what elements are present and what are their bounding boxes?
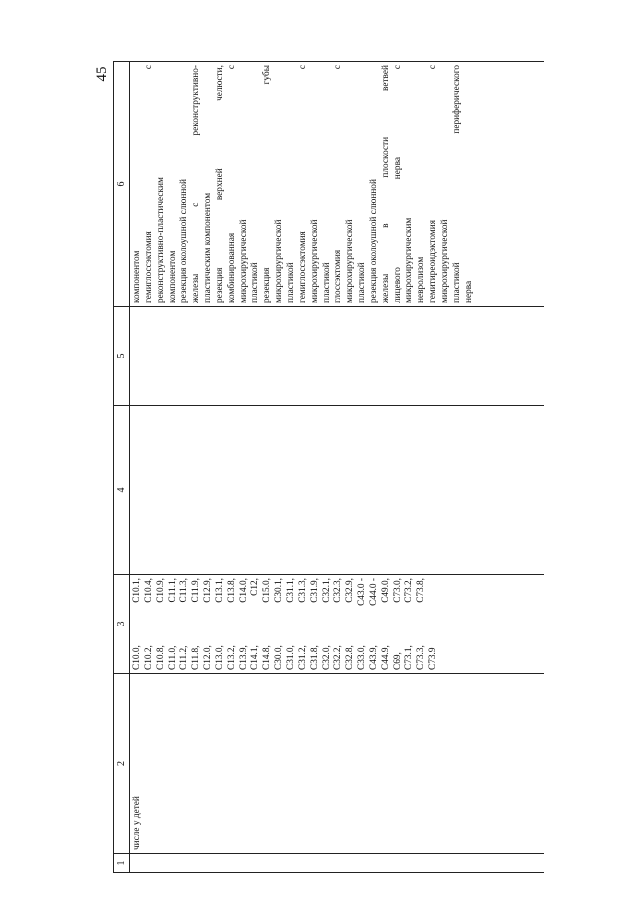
- procedure-line: [440, 65, 452, 303]
- code-line-word: C13.9,: [238, 645, 249, 670]
- code-line-word: C73.2,: [404, 578, 415, 603]
- code-line: [310, 578, 322, 670]
- code-line-word: C49.0,: [380, 578, 391, 603]
- procedure-line-word: нерва: [392, 157, 403, 180]
- code-line-word: C11.3,: [179, 578, 190, 603]
- procedure-line: [345, 65, 357, 303]
- table-row: [130, 62, 545, 873]
- procedure-line-word: глоссэктомия: [333, 249, 344, 303]
- code-line-word: C12.0,: [203, 645, 214, 670]
- procedure-line-word: пластическим компонентом: [203, 192, 214, 303]
- code-line: [298, 578, 310, 670]
- code-line-word: C69,: [392, 652, 403, 670]
- procedure-line: [404, 65, 416, 303]
- code-line-word: C11.8,: [191, 645, 202, 670]
- procedure-line-word: гемиглоссэктомия: [297, 231, 308, 303]
- code-line: [333, 578, 345, 670]
- procedure-line-word: с: [191, 202, 202, 207]
- procedure-line-word: пластикой: [451, 262, 462, 303]
- procedure-line: [132, 65, 144, 303]
- diagnosis-codes-cell: [130, 575, 545, 674]
- procedure-line-word: периферического: [451, 65, 462, 134]
- code-line-word: C43.0 -: [357, 578, 368, 606]
- procedure-line-word: гемитиреоидэктомия: [428, 219, 439, 303]
- cell-col-4: [130, 406, 545, 575]
- procedure-line-word: в: [380, 223, 391, 228]
- procedure-line: [464, 65, 476, 303]
- code-line: [132, 578, 144, 670]
- table-header-row: [114, 62, 130, 873]
- code-line: [203, 578, 215, 670]
- cell-col-5: [130, 307, 545, 406]
- procedure-line-word: нерва: [463, 280, 474, 303]
- procedure-line-word: пластикой: [250, 262, 261, 303]
- procedure-line: [428, 65, 440, 303]
- procedure-line-word: гемиглоссэктомия: [143, 231, 154, 303]
- code-line-word: C44.0 -: [368, 578, 379, 606]
- code-line-word: C10.2,: [143, 645, 154, 670]
- code-line: [369, 578, 381, 670]
- header-col-2: 2: [114, 674, 130, 854]
- procedure-line-word: резекция: [214, 267, 225, 303]
- code-line-word: C13.0,: [214, 645, 225, 670]
- procedure-line-word: микрохирургической: [238, 219, 249, 303]
- code-line: [428, 578, 440, 670]
- procedure-line: [239, 65, 251, 303]
- code-line-word: C14.1,: [250, 645, 261, 670]
- code-line: [416, 578, 428, 670]
- procedures-cell: [130, 62, 545, 307]
- code-line: [381, 578, 393, 670]
- code-line: [144, 578, 156, 670]
- code-line-word: C11.0,: [167, 645, 178, 670]
- procedure-line-word: реконструктивно-: [191, 65, 202, 136]
- code-line-word: C31.2,: [297, 645, 308, 670]
- procedure-line-word: микрохирургическим: [404, 217, 415, 303]
- code-line: [357, 578, 369, 670]
- code-line-word: C10.4,: [143, 578, 154, 603]
- procedure-line: [322, 65, 334, 303]
- header-col-3: 3: [114, 575, 130, 674]
- code-line: [239, 578, 251, 670]
- code-line-word: C31.1,: [285, 578, 296, 603]
- procedure-line: [262, 65, 274, 303]
- procedure-line: [298, 65, 310, 303]
- code-line: [215, 578, 227, 670]
- code-line: [274, 578, 286, 670]
- procedure-line: [393, 65, 405, 303]
- code-line-word: C14.8,: [262, 645, 273, 670]
- procedure-line: [156, 65, 168, 303]
- procedure-line-word: пластикой: [357, 262, 368, 303]
- procedure-line-word: с: [226, 65, 237, 70]
- procedure-line-word: резекция околоушной слюнной: [368, 179, 379, 303]
- procedure-line-word: микрохирургической: [345, 219, 356, 303]
- code-line: [250, 578, 262, 670]
- code-line-word: C73.3,: [416, 645, 427, 670]
- procedure-line-word: железы: [380, 273, 391, 303]
- code-line-word: C32.0,: [321, 645, 332, 670]
- code-line: [179, 578, 191, 670]
- rotated-table-container: [113, 65, 553, 873]
- code-line-word: C43.9,: [368, 645, 379, 670]
- code-line-word: C13.1,: [214, 578, 225, 603]
- code-line-word: C30.1,: [274, 578, 285, 603]
- procedure-line-word: верхней: [214, 168, 225, 201]
- cell-col-2: [130, 674, 545, 854]
- procedure-line-word: губы: [262, 65, 273, 85]
- procedure-line: [215, 65, 227, 303]
- procedure-line: [191, 65, 203, 303]
- procedure-line: [357, 65, 369, 303]
- page-number: 45: [94, 66, 110, 82]
- procedure-line-word: пластикой: [321, 262, 332, 303]
- code-line-word: C32.2,: [333, 645, 344, 670]
- code-line-word: C12,: [250, 578, 261, 596]
- procedure-line: [452, 65, 464, 303]
- code-line: [227, 578, 239, 670]
- procedure-line: [333, 65, 345, 303]
- code-line-word: C31.8,: [309, 645, 320, 670]
- procedure-line-word: с: [143, 65, 154, 70]
- code-line-word: C11.2,: [179, 645, 190, 670]
- header-col-6: 6: [114, 62, 130, 307]
- procedure-line: [227, 65, 239, 303]
- code-line-word: C32.1,: [321, 578, 332, 603]
- code-line: [286, 578, 298, 670]
- procedure-line-word: челюсти,: [214, 65, 225, 101]
- procedure-line-word: комбинированная: [226, 232, 237, 303]
- procedure-line-word: резекция околоушной слюнной: [179, 179, 190, 303]
- code-line-word: C13.2,: [226, 645, 237, 670]
- procedure-line-word: микрохирургической: [274, 219, 285, 303]
- procedure-line: [274, 65, 286, 303]
- procedure-line: [310, 65, 322, 303]
- procedure-line: [381, 65, 393, 303]
- procedure-line-word: невролизом: [416, 256, 427, 303]
- code-line-word: C73.1,: [404, 645, 415, 670]
- col2-text: числе у детей: [132, 796, 142, 850]
- code-line-word: C10.0,: [132, 645, 142, 670]
- procedure-line-word: микрохирургической: [439, 219, 450, 303]
- procedure-line-word: компонентом: [132, 250, 142, 303]
- procedure-line-word: микрохирургической: [309, 219, 320, 303]
- code-line-word: C14.0,: [238, 578, 249, 603]
- code-line-word: C33.0,: [357, 645, 368, 670]
- code-line-word: C13.8,: [226, 578, 237, 603]
- code-line-word: C32.8,: [345, 645, 356, 670]
- procedure-line: [250, 65, 262, 303]
- code-line: [156, 578, 168, 670]
- code-line-word: C73.0,: [392, 578, 403, 603]
- procedure-line-word: с: [392, 65, 403, 70]
- code-line: [322, 578, 334, 670]
- procedure-line-word: резекция: [262, 267, 273, 303]
- procedure-line-word: плоскости: [380, 136, 391, 178]
- code-line: [262, 578, 274, 670]
- procedure-line-word: с: [333, 65, 344, 70]
- procedure-line: [203, 65, 215, 303]
- procedure-line-word: реконструктивно-пластическим: [155, 177, 166, 303]
- procedure-line-word: железы: [191, 273, 202, 303]
- code-line: [168, 578, 180, 670]
- code-line-word: C10.8,: [155, 645, 166, 670]
- procedure-line: [144, 65, 156, 303]
- procedure-line: [369, 65, 381, 303]
- code-line: [393, 578, 405, 670]
- code-line: [191, 578, 203, 670]
- code-line-word: C15.0,: [262, 578, 273, 603]
- header-col-1: 1: [114, 854, 130, 873]
- procedure-line: [179, 65, 191, 303]
- code-line: [345, 578, 357, 670]
- procedure-line-word: с: [428, 65, 439, 70]
- code-line-word: C31.9,: [309, 578, 320, 603]
- procedure-line: [286, 65, 298, 303]
- code-line-word: C11.1,: [167, 578, 178, 603]
- procedure-line-word: компонентом: [167, 250, 178, 303]
- code-line-word: C30.0,: [274, 645, 285, 670]
- code-line-word: C12.9,: [203, 578, 214, 603]
- code-line: [404, 578, 416, 670]
- procedure-line-word: лицевого: [392, 267, 403, 303]
- code-line-word: C73.8,: [416, 578, 427, 603]
- code-line-word: C10.9,: [155, 578, 166, 603]
- procedure-line-word: ветвей: [380, 65, 391, 91]
- header-col-5: 5: [114, 307, 130, 406]
- procedure-line-word: с: [297, 65, 308, 70]
- code-line-word: C31.3,: [297, 578, 308, 603]
- procedures-table: [113, 61, 544, 873]
- code-line-word: C32.9,: [345, 578, 356, 603]
- code-line-word: C10.1,: [132, 578, 142, 603]
- procedure-line: [416, 65, 428, 303]
- header-col-4: 4: [114, 406, 130, 575]
- procedure-line-word: пластикой: [285, 262, 296, 303]
- code-line-word: C73.9: [428, 647, 439, 670]
- code-line-word: C31.0,: [285, 645, 296, 670]
- procedure-line: [168, 65, 180, 303]
- cell-col-1: [130, 854, 545, 873]
- code-line-word: C11.9,: [191, 578, 202, 603]
- code-line-word: C44.9,: [380, 645, 391, 670]
- code-line-word: C32.3,: [333, 578, 344, 603]
